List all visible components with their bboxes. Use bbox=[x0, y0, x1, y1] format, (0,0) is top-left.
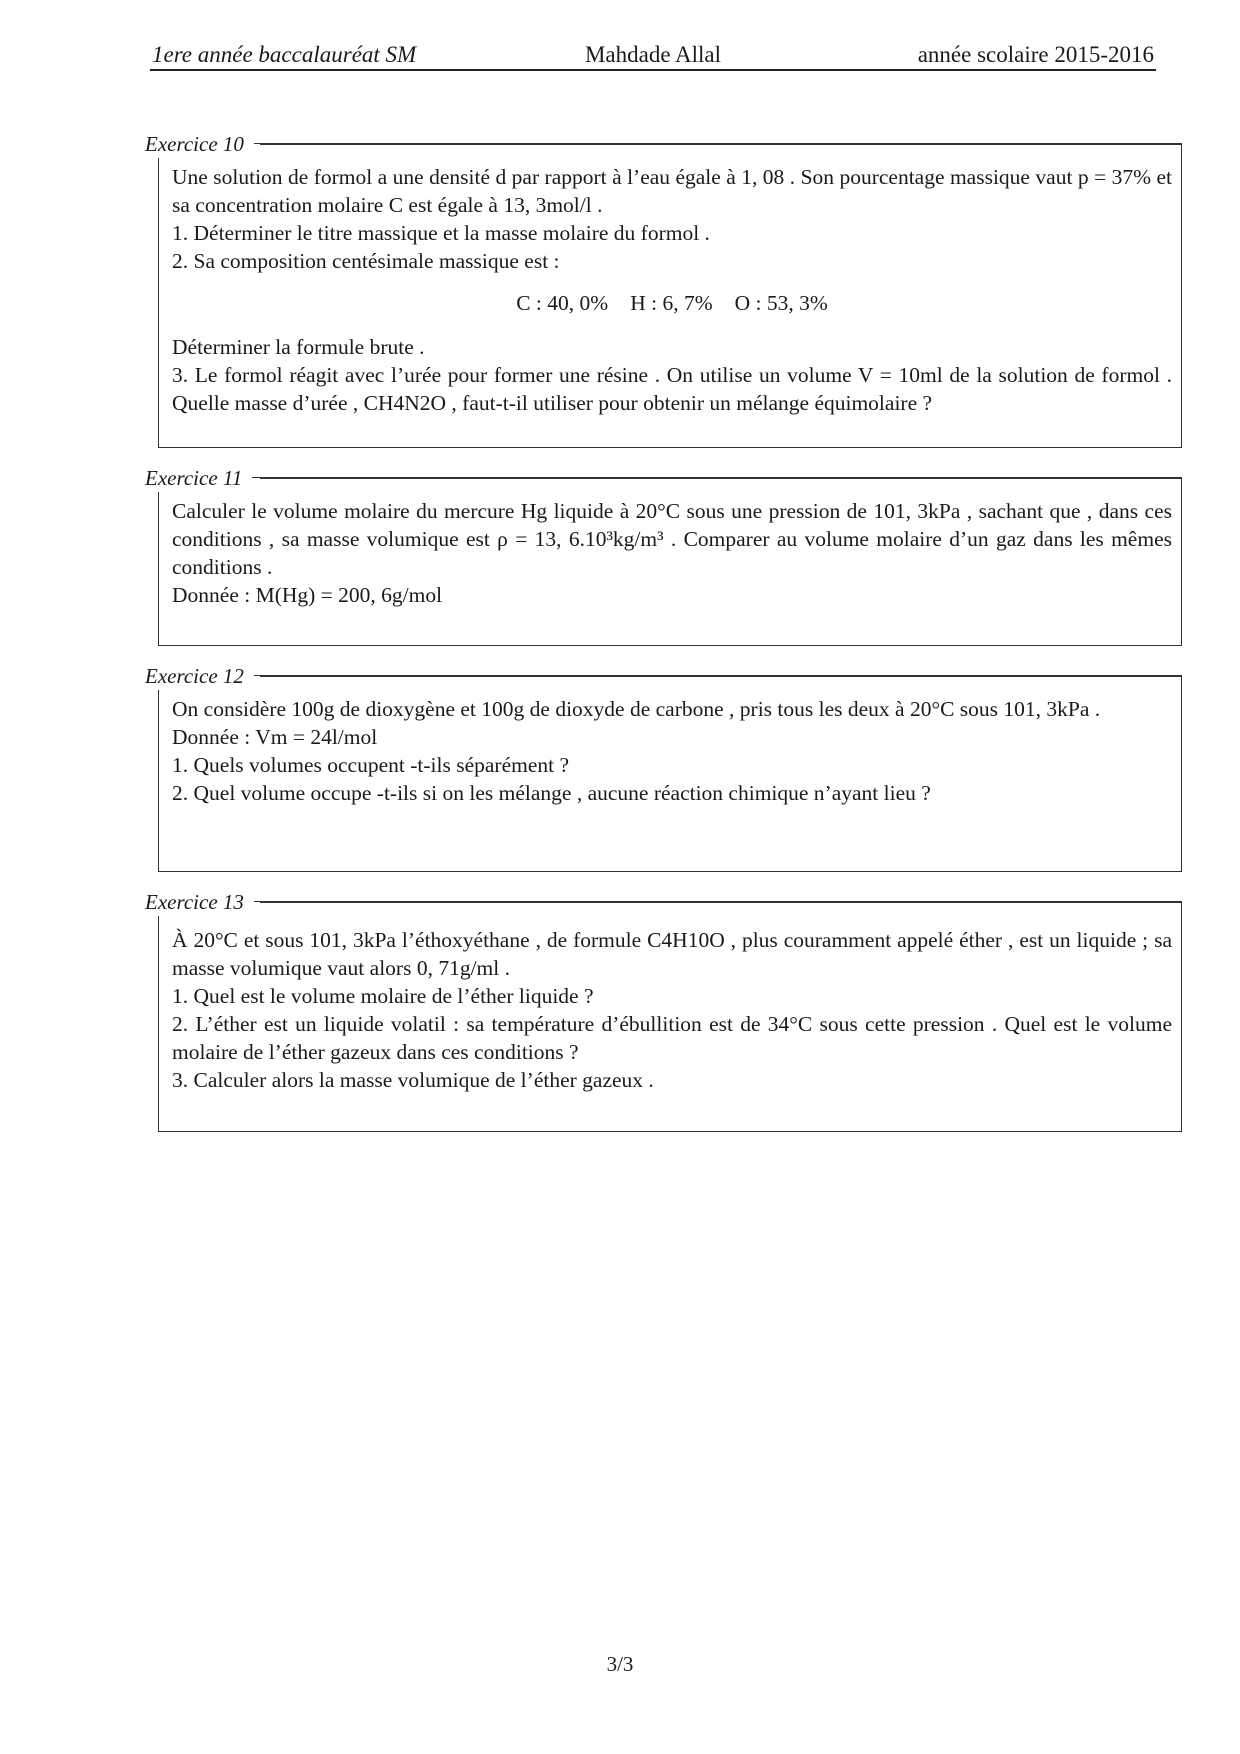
header-divider bbox=[150, 69, 1156, 71]
exercise-10-title: Exercice 10 bbox=[145, 130, 254, 158]
exercise-13-body bbox=[172, 926, 1172, 1094]
composition-oxygen: O : 53, 3% bbox=[734, 291, 828, 315]
exercise-11-title: Exercice 11 bbox=[145, 464, 252, 492]
exercise-13-title-rule bbox=[260, 901, 1182, 903]
page-number: 3/3 bbox=[606, 1652, 634, 1676]
exercise-13-title: Exercice 13 bbox=[145, 888, 254, 916]
exercise-10-question-1: 1. Déterminer le titre massique et la masse molaire du formol . bbox=[172, 221, 710, 245]
exercise-12-data: Donnée : Vm = 24l/mol bbox=[172, 725, 378, 749]
exercise-10-formula-task: Déterminer la formule brute . bbox=[172, 335, 425, 359]
exercise-11-data: Donnée : M(Hg) = 200, 6g/mol bbox=[172, 583, 443, 607]
exercise-10-title-rule bbox=[260, 143, 1182, 145]
exercise-11-body bbox=[172, 497, 1172, 609]
header-school-year: année scolaire 2015-2016 bbox=[917, 42, 1154, 67]
exercise-10-text: Une solution de formol a une densité d par rapport à l’eau égale à 1, 08 . Son pourcentage massique vaut p = 37% et sa concentration molaire C est égale à 13, 3mol/l . bbox=[172, 165, 1172, 217]
header-author: Mahdade Allal bbox=[584, 42, 722, 67]
exercise-10-body bbox=[172, 163, 1172, 417]
composition-carbon: C : 40, 0% bbox=[516, 291, 609, 315]
exercise-13-question-1: 1. Quel est le volume molaire de l’éther liquide ? bbox=[172, 984, 594, 1008]
exercise-10-composition bbox=[172, 289, 1172, 317]
exercise-12-body bbox=[172, 695, 1172, 807]
exercise-12-title-rule bbox=[260, 675, 1182, 677]
exercise-12-text: On considère 100g de dioxygène et 100g de dioxyde de carbone , pris tous les deux à 20°C sous 101, 3kPa . bbox=[172, 697, 1101, 721]
exercise-11-title-rule bbox=[260, 477, 1182, 479]
composition-hydrogen: H : 6, 7% bbox=[630, 291, 713, 315]
exercise-13-question-3: 3. Calculer alors la masse volumique de l’éther gazeux . bbox=[172, 1068, 654, 1092]
exercise-12-question-2: 2. Quel volume occupe -t-ils si on les mélange , aucune réaction chimique n’ayant lieu ? bbox=[172, 781, 931, 805]
exercise-12-question-1: 1. Quels volumes occupent -t-ils séparément ? bbox=[172, 753, 570, 777]
page-header bbox=[150, 38, 1156, 72]
exercise-10-question-3: 3. Le formol réagit avec l’urée pour former une résine . On utilise un volume V = 10ml de la solution de formol . Quelle masse d’urée , CH4N2O , faut-t-il utiliser pour obtenir un mélange équimolaire ? bbox=[172, 363, 1172, 415]
exercise-11-text: Calculer le volume molaire du mercure Hg liquide à 20°C sous une pression de 101, 3kPa , sachant que , dans ces conditions , sa masse volumique est ρ = 13, 6.10³kg/m³ . Comparer au volume molaire d’un gaz dans les mêmes conditions . bbox=[172, 499, 1172, 579]
header-class-level: 1ere année baccalauréat SM bbox=[152, 42, 417, 67]
exercise-10-question-2: 2. Sa composition centésimale massique est : bbox=[172, 249, 560, 273]
exercise-12-title: Exercice 12 bbox=[145, 662, 254, 690]
exercise-13-text: À 20°C et sous 101, 3kPa l’éthoxyéthane , de formule C4H10O , plus couramment appelé éther , est un liquide ; sa masse volumique vaut alors 0, 71g/ml . bbox=[172, 928, 1172, 980]
exercise-13-question-2: 2. L’éther est un liquide volatil : sa température d’ébullition est de 34°C sous cette pression . Quel est le volume molaire de l’éther gazeux dans ces conditions ? bbox=[172, 1012, 1172, 1064]
